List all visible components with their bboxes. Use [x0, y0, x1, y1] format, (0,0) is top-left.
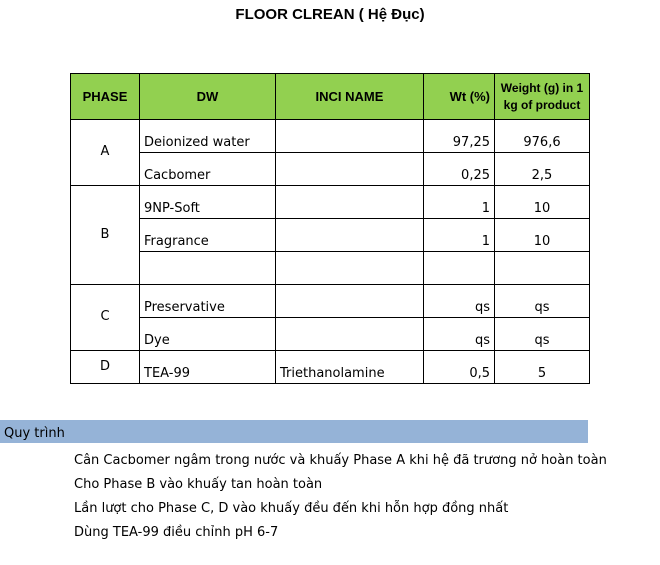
procedure-step: Dùng TEA-99 điều chỉnh pH 6-7 [74, 525, 279, 540]
table-row [71, 351, 590, 384]
wt-cell: qs [424, 285, 495, 318]
dw-cell: Dye [140, 318, 276, 351]
wt-cell: 0,5 [424, 351, 495, 384]
dw-cell: TEA-99 [140, 351, 276, 384]
wt-cell: 97,25 [424, 120, 495, 153]
weight-cell: 2,5 [495, 153, 590, 186]
table-row [71, 285, 590, 318]
wt-cell: 1 [424, 219, 495, 252]
phase-d-cell: D [71, 351, 140, 384]
inci-cell: Triethanolamine [276, 351, 424, 384]
weight-cell: 5 [495, 351, 590, 384]
dw-cell: Fragrance [140, 219, 276, 252]
wt-cell [424, 252, 495, 285]
table-row [71, 120, 590, 153]
inci-cell [276, 120, 424, 153]
dw-cell: Preservative [140, 285, 276, 318]
formula-table [70, 73, 590, 384]
phase-c-cell: C [71, 285, 140, 351]
dw-cell: 9NP-Soft [140, 186, 276, 219]
header-wt-percent: Wt (%) [424, 74, 495, 120]
table-row [71, 219, 590, 252]
header-dw: DW [140, 74, 276, 120]
table-row [71, 318, 590, 351]
wt-cell: 0,25 [424, 153, 495, 186]
weight-cell: 976,6 [495, 120, 590, 153]
weight-cell: qs [495, 318, 590, 351]
dw-cell: Deionized water [140, 120, 276, 153]
table-row [71, 153, 590, 186]
procedure-steps [74, 449, 607, 545]
dw-cell [140, 252, 276, 285]
dw-cell: Cacbomer [140, 153, 276, 186]
table-row [71, 186, 590, 219]
header-inci-name: INCI NAME [276, 74, 424, 120]
inci-cell [276, 252, 424, 285]
weight-cell: qs [495, 285, 590, 318]
document-title: FLOOR CLREAN ( Hệ Đục) [235, 6, 425, 23]
weight-cell: 10 [495, 186, 590, 219]
inci-cell [276, 219, 424, 252]
procedure-step: Cho Phase B vào khuấy tan hoàn toàn [74, 477, 323, 492]
inci-cell [276, 153, 424, 186]
procedure-heading: Quy trình [0, 420, 588, 443]
inci-cell [276, 285, 424, 318]
wt-cell: 1 [424, 186, 495, 219]
procedure-step: Lần lượt cho Phase C, D vào khuấy đều đến khi hỗn hợp đồng nhất [74, 501, 509, 516]
inci-cell [276, 186, 424, 219]
header-weight-g: Weight (g) in 1 kg of product [495, 74, 590, 120]
phase-b-cell: B [71, 186, 140, 285]
table-row [71, 252, 590, 285]
phase-a-cell: A [71, 120, 140, 186]
table-header-row [71, 74, 590, 120]
weight-cell: 10 [495, 219, 590, 252]
inci-cell [276, 318, 424, 351]
weight-cell [495, 252, 590, 285]
wt-cell: qs [424, 318, 495, 351]
procedure-step: Cân Cacbomer ngâm trong nước và khuấy Phase A khi hệ đã trương nở hoàn toàn [74, 453, 607, 468]
header-phase: PHASE [71, 74, 140, 120]
